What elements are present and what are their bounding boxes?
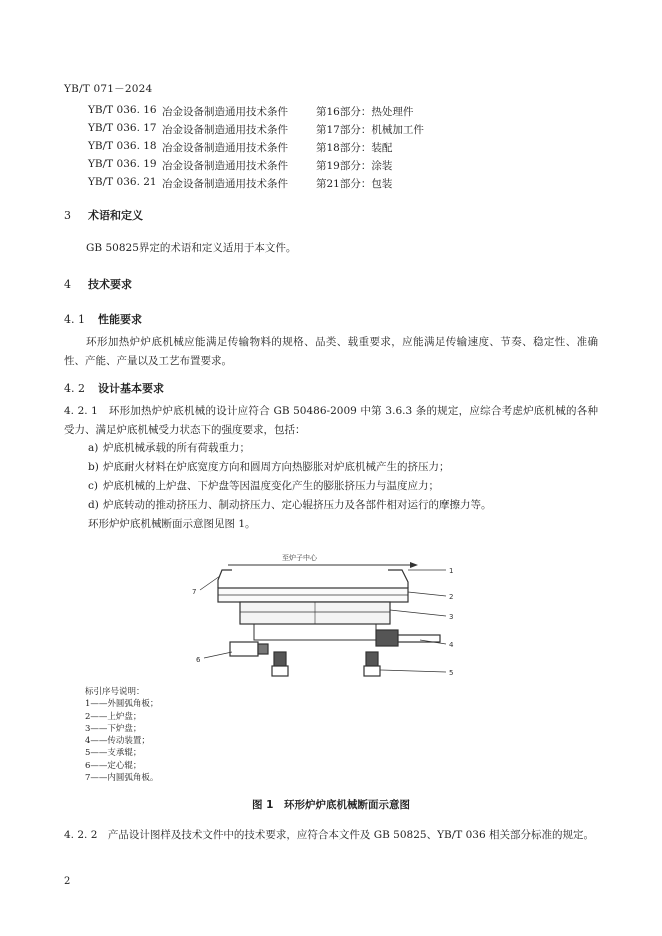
- list-text: 炉底耐火材料在炉底宽度方向和圆周方向热膨胀对炉底机械产生的挤压力；: [103, 461, 450, 473]
- section-4-1-heading: [64, 311, 142, 327]
- standard-title: 冶金设备制造通用技术条件: [162, 160, 288, 172]
- callout-number: 2: [449, 593, 454, 601]
- list-marker: d): [88, 499, 99, 511]
- legend-item: 6——定心辊；: [85, 760, 142, 771]
- section-title: 设计基本要求: [98, 382, 164, 395]
- callout-number: 1: [449, 567, 454, 575]
- standard-part: 第18部分：装配: [316, 142, 393, 154]
- section-3-heading: [64, 207, 143, 223]
- list-text: 炉底机械承载的所有荷载重力；: [103, 442, 250, 454]
- standard-part: 第21部分：包装: [316, 178, 393, 190]
- list-item: [88, 440, 250, 455]
- legend-item: 2——上炉盘；: [85, 711, 142, 722]
- section-4-2-heading: [64, 380, 164, 396]
- clause-4-2-1-text: 4. 2. 1 环形加热炉炉底机械的设计应符合 GB 50486-2009 中第 3.6.3 条的规定，应综合考虑炉底机械的各种受力、满足炉底机械受力状态下的强度要求，包括：: [64, 405, 598, 436]
- list-marker: b): [88, 461, 99, 473]
- callout-number: 4: [449, 641, 454, 649]
- standard-header: YB/T 071－2024: [64, 83, 153, 95]
- section-number: 3: [64, 209, 71, 222]
- standard-title: 冶金设备制造通用技术条件: [162, 178, 288, 190]
- section-title: 术语和定义: [88, 209, 143, 222]
- standard-part: 第17部分：机械加工件: [316, 124, 424, 136]
- legend-title: 标引序号说明：: [85, 687, 145, 697]
- list-marker: c): [88, 480, 98, 492]
- section-number: 4: [64, 278, 71, 291]
- list-item: [88, 497, 492, 512]
- standard-code: YB/T 036. 18: [88, 140, 157, 152]
- center-direction-label: 至炉子中心: [282, 554, 317, 562]
- list-text: 炉底转动的推动挤压力、制动挤压力、定心辊挤压力及各部件相对运行的摩擦力等。: [103, 499, 492, 511]
- standard-part: 第16部分：热处理件: [316, 106, 414, 118]
- section-number: 4. 2: [64, 382, 85, 395]
- section-title: 性能要求: [98, 313, 142, 326]
- figure-legend: [85, 686, 158, 784]
- section-3-text: GB 50825界定的术语和定义适用于本文件。: [86, 242, 297, 254]
- callout-number: 6: [196, 656, 201, 664]
- standard-part: 第19部分：涂装: [316, 160, 393, 172]
- standard-code: YB/T 036. 21: [88, 176, 157, 188]
- callout-number: 7: [192, 588, 197, 596]
- figure-reference: 环形炉炉底机械断面示意图见图 1。: [88, 518, 256, 530]
- standard-code: YB/T 036. 17: [88, 122, 157, 134]
- list-marker: a): [88, 442, 99, 454]
- legend-item: 5——支承辊；: [85, 748, 142, 759]
- figure-caption: 图 1 环形炉炉底机械断面示意图: [252, 799, 410, 811]
- list-item: [88, 459, 450, 474]
- legend-item: 3——下炉盘；: [85, 723, 142, 734]
- standard-code: YB/T 036. 19: [88, 158, 157, 170]
- callout-number: 5: [449, 669, 454, 677]
- callout-number: 3: [449, 613, 454, 621]
- furnace-cross-section-diagram: [170, 540, 480, 685]
- standard-title: 冶金设备制造通用技术条件: [162, 142, 288, 154]
- section-number: 4. 1: [64, 313, 85, 326]
- section-4-heading: [64, 276, 132, 292]
- standard-code: YB/T 036. 16: [88, 104, 157, 116]
- legend-item: 4——传动装置；: [85, 736, 150, 747]
- clause-4-2-2-text: 4. 2. 2 产品设计图样及技术文件中的技术要求，应符合本文件及 GB 50825、YB/T 036 相关部分标准的规定。: [64, 829, 594, 841]
- standard-title: 冶金设备制造通用技术条件: [162, 124, 288, 136]
- section-4-1-text: 环形加热炉炉底机械应能满足传输物料的规格、品类、载重要求，应能满足传输速度、节奏、稳定性、准确性、产能、产量以及工艺布置要求。: [64, 336, 598, 367]
- list-item: [88, 478, 439, 493]
- list-text: 炉底机械的上炉盘、下炉盘等因温度变化产生的膨胀挤压力与温度应力；: [103, 480, 439, 492]
- standard-title: 冶金设备制造通用技术条件: [162, 106, 288, 118]
- section-title: 技术要求: [88, 278, 132, 291]
- legend-item: 1——外圆弧角板；: [85, 699, 159, 710]
- page-number: 2: [64, 876, 71, 887]
- legend-item: 7——内圆弧角板。: [85, 773, 159, 784]
